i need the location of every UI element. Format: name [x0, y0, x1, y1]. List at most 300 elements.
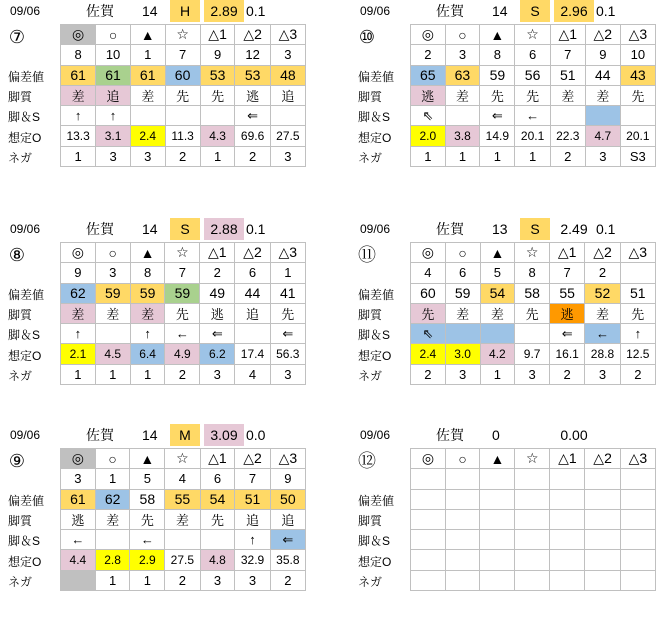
race-header — [356, 0, 656, 22]
sym-cell: ▲ — [130, 25, 165, 45]
dev-cell: 59 — [480, 65, 515, 85]
race-date: 09/06 — [10, 4, 41, 18]
odds-cell: 6.2 — [200, 344, 235, 364]
sym-row — [61, 449, 306, 469]
num-cell: 7 — [165, 263, 200, 283]
runner-count: 14 — [142, 221, 158, 237]
arrow-cell — [411, 530, 446, 550]
style-cell: 差 — [95, 303, 130, 323]
sym-cell: △1 — [200, 25, 235, 45]
race-sub-value: 0.0 — [246, 427, 266, 443]
nega-cell: 1 — [445, 146, 480, 166]
nega-cell — [550, 570, 585, 590]
prediction-table — [410, 242, 656, 385]
arrow-cell — [550, 530, 585, 550]
runner-count: 14 — [492, 3, 508, 19]
num-cell: 4 — [165, 469, 200, 489]
arrow-cell — [480, 530, 515, 550]
race-grade-badge: H — [170, 0, 200, 22]
nega-cell: 1 — [200, 146, 235, 166]
dev-cell: 59 — [445, 283, 480, 303]
nega-cell: 2 — [165, 364, 200, 384]
prediction-table — [410, 24, 656, 167]
row-label: 想定O — [358, 348, 392, 363]
sym-cell: ○ — [445, 25, 480, 45]
dev-cell: 54 — [200, 489, 235, 509]
row-label: 脚＆S — [8, 110, 41, 125]
odds-cell: 4.8 — [200, 550, 235, 570]
dev-cell: 61 — [96, 65, 131, 85]
race-date: 09/06 — [10, 222, 41, 236]
row-label: 偏差値 — [8, 493, 45, 508]
nega-cell: 1 — [95, 570, 130, 590]
nega-cell: 2 — [165, 146, 200, 166]
style-cell: 先 — [130, 509, 165, 529]
odds-cell: 17.4 — [235, 344, 270, 364]
arrow-cell: ⇐ — [550, 324, 585, 344]
sym-cell: △2 — [235, 25, 270, 45]
row-label: 想定O — [8, 348, 42, 363]
prediction-table — [60, 242, 306, 385]
race-block — [356, 218, 656, 418]
odds-row — [411, 344, 656, 364]
nega-cell: 3 — [445, 364, 480, 384]
odds-cell: 12.5 — [620, 344, 655, 364]
nega-row — [61, 364, 306, 384]
nega-row — [411, 146, 656, 166]
odds-cell — [620, 550, 655, 570]
arrow-cell — [515, 324, 550, 344]
style-cell: 差 — [445, 85, 480, 105]
odds-row — [61, 550, 306, 570]
num-cell — [445, 469, 480, 489]
style-cell: 差 — [445, 303, 480, 323]
style-cell: 先 — [480, 85, 515, 105]
style-cell: 先 — [200, 509, 235, 529]
odds-cell: 3.8 — [445, 126, 480, 146]
odds-cell: 22.3 — [550, 126, 585, 146]
race-index-value: 2.88 — [204, 218, 244, 240]
row-label: 脚質 — [8, 307, 33, 322]
race-date: 09/06 — [360, 428, 391, 442]
race-header — [6, 0, 306, 22]
num-cell: 9 — [270, 469, 305, 489]
num-cell: 9 — [585, 45, 620, 65]
odds-cell: 69.6 — [235, 126, 270, 146]
sym-row — [411, 25, 656, 45]
nega-cell: 3 — [130, 146, 165, 166]
race-venue: 佐賀 — [86, 427, 114, 443]
odds-cell — [585, 550, 620, 570]
odds-cell: 2.1 — [61, 344, 96, 364]
arrow-cell: ↑ — [96, 106, 131, 126]
sym-cell: △1 — [200, 243, 235, 263]
arrow-cell: ⇐ — [235, 106, 270, 126]
num-cell: 6 — [235, 263, 270, 283]
odds-cell: 4.9 — [165, 344, 200, 364]
dev-cell — [585, 489, 620, 509]
num-cell — [550, 469, 585, 489]
dev-cell: 41 — [270, 283, 305, 303]
arrow-row — [411, 530, 656, 550]
race-index-value: 2.89 — [204, 0, 244, 22]
race-sub-value: 0.1 — [596, 221, 616, 237]
race-grade-badge: S — [170, 218, 200, 240]
dev-cell: 61 — [61, 65, 96, 85]
nega-cell: 1 — [130, 570, 165, 590]
sym-cell: ☆ — [165, 243, 200, 263]
dev-cell: 54 — [480, 283, 515, 303]
style-cell: 先 — [620, 303, 655, 323]
num-cell: 3 — [270, 45, 305, 65]
sym-cell: ☆ — [165, 449, 200, 469]
arrow-row — [61, 106, 306, 126]
arrow-cell — [95, 530, 130, 550]
dev-cell: 55 — [165, 489, 200, 509]
race-block — [6, 0, 306, 200]
odds-cell: 4.4 — [61, 550, 96, 570]
row-label: 想定O — [358, 130, 392, 145]
row-label: 脚＆S — [8, 534, 41, 549]
arrow-cell — [165, 106, 200, 126]
style-cell: 差 — [550, 85, 585, 105]
runner-count: 14 — [142, 427, 158, 443]
race-header — [356, 218, 656, 240]
runner-count: 13 — [492, 221, 508, 237]
sym-cell: ○ — [96, 25, 131, 45]
race-number: ⑩ — [358, 27, 376, 47]
style-cell: 差 — [585, 303, 620, 323]
nega-cell: 1 — [480, 364, 515, 384]
sym-cell: ◎ — [411, 25, 446, 45]
sym-cell: △3 — [270, 25, 305, 45]
style-cell — [620, 509, 655, 529]
num-cell: 6 — [445, 263, 480, 283]
sym-row — [411, 449, 656, 469]
race-number: ⑫ — [358, 451, 376, 471]
arrow-cell: ↑ — [61, 324, 96, 344]
race-block — [356, 0, 656, 200]
race-date: 09/06 — [10, 428, 41, 442]
odds-cell: 14.9 — [480, 126, 515, 146]
race-number: ⑧ — [8, 245, 26, 265]
num-cell — [585, 469, 620, 489]
nega-cell — [515, 570, 550, 590]
style-row — [411, 85, 656, 105]
num-row — [411, 45, 656, 65]
style-cell: 先 — [620, 85, 655, 105]
dev-cell: 51 — [620, 283, 655, 303]
style-cell: 差 — [165, 509, 200, 529]
nega-cell — [61, 570, 96, 590]
dev-row — [411, 283, 656, 303]
dev-cell: 53 — [235, 65, 270, 85]
odds-cell — [515, 550, 550, 570]
sym-row — [411, 243, 656, 263]
arrow-cell — [130, 106, 165, 126]
arrow-cell — [515, 530, 550, 550]
num-cell: 8 — [480, 45, 515, 65]
dev-cell: 51 — [235, 489, 270, 509]
odds-cell: 27.5 — [270, 126, 305, 146]
style-cell — [445, 509, 480, 529]
race-index-value: 3.09 — [204, 424, 244, 446]
style-cell — [585, 509, 620, 529]
row-label: 脚＆S — [8, 328, 41, 343]
dev-cell: 53 — [200, 65, 235, 85]
race-index-value: 0.00 — [560, 427, 588, 443]
dev-cell — [411, 489, 446, 509]
row-label: 脚質 — [358, 307, 383, 322]
nega-cell: 2 — [165, 570, 200, 590]
row-label: ネガ — [8, 574, 33, 589]
row-label: 偏差値 — [8, 69, 45, 84]
arrow-cell — [95, 324, 130, 344]
dev-cell: 43 — [620, 65, 655, 85]
arrow-cell: ⇐ — [480, 106, 515, 126]
num-cell: 10 — [96, 45, 131, 65]
num-cell — [515, 469, 550, 489]
sym-cell: △2 — [585, 243, 620, 263]
runner-count: 0 — [492, 427, 500, 443]
arrow-cell: ← — [130, 530, 165, 550]
dev-cell: 62 — [61, 283, 96, 303]
num-cell — [620, 263, 655, 283]
nega-cell: 2 — [411, 364, 446, 384]
style-cell: 追 — [235, 303, 270, 323]
arrow-cell: ← — [61, 530, 96, 550]
num-cell: 3 — [95, 263, 130, 283]
style-cell: 追 — [96, 85, 131, 105]
race-sub-value: 0.1 — [596, 3, 616, 19]
race-index-value: 2.96 — [554, 0, 594, 22]
prediction-table — [60, 448, 306, 591]
num-cell: 10 — [620, 45, 655, 65]
sym-cell: ▲ — [130, 243, 165, 263]
num-cell: 6 — [515, 45, 550, 65]
row-label: ネガ — [8, 368, 33, 383]
odds-cell: 56.3 — [270, 344, 305, 364]
sym-cell: ☆ — [515, 243, 550, 263]
odds-cell: 35.8 — [270, 550, 305, 570]
dev-cell: 58 — [515, 283, 550, 303]
nega-cell: 1 — [130, 364, 165, 384]
race-sub-value: 0.1 — [246, 3, 266, 19]
sym-cell: ◎ — [411, 449, 446, 469]
dev-cell: 59 — [130, 283, 165, 303]
nega-cell: 3 — [270, 364, 305, 384]
dev-row — [61, 283, 306, 303]
arrow-cell — [620, 530, 655, 550]
sym-cell: △3 — [270, 243, 305, 263]
row-label: 脚質 — [8, 89, 33, 104]
row-label: 偏差値 — [8, 287, 45, 302]
num-cell: 5 — [480, 263, 515, 283]
style-cell — [550, 509, 585, 529]
sym-cell: ○ — [445, 449, 480, 469]
race-grade-badge: S — [520, 0, 550, 22]
style-cell: 先 — [165, 303, 200, 323]
style-cell: 先 — [411, 303, 446, 323]
nega-cell: 1 — [480, 146, 515, 166]
row-label: 脚質 — [358, 89, 383, 104]
dev-cell: 50 — [270, 489, 305, 509]
style-cell: 差 — [61, 303, 96, 323]
sym-cell: △3 — [620, 449, 655, 469]
race-header — [6, 424, 306, 446]
nega-cell: 3 — [96, 146, 131, 166]
style-cell: 逃 — [61, 509, 96, 529]
prediction-table — [60, 24, 306, 167]
sym-cell: △2 — [235, 243, 270, 263]
nega-cell: 2 — [620, 364, 655, 384]
nega-cell: 3 — [235, 570, 270, 590]
style-cell — [411, 509, 446, 529]
odds-cell: 20.1 — [620, 126, 655, 146]
dev-cell — [445, 489, 480, 509]
sym-cell: ☆ — [165, 25, 200, 45]
nega-cell — [620, 570, 655, 590]
row-label: ネガ — [358, 150, 383, 165]
nega-row — [411, 570, 656, 590]
arrow-cell — [235, 324, 270, 344]
odds-cell: 4.7 — [585, 126, 620, 146]
race-block — [6, 424, 306, 624]
dev-cell: 59 — [95, 283, 130, 303]
arrow-row — [411, 106, 656, 126]
odds-cell: 2.0 — [411, 126, 446, 146]
odds-row — [411, 126, 656, 146]
arrow-cell: ⇐ — [200, 324, 235, 344]
sym-cell: ▲ — [480, 449, 515, 469]
odds-row — [61, 344, 306, 364]
num-cell: 2 — [200, 263, 235, 283]
race-date: 09/06 — [360, 4, 391, 18]
num-row — [61, 45, 306, 65]
arrow-cell — [270, 106, 305, 126]
style-cell — [480, 509, 515, 529]
dev-cell — [550, 489, 585, 509]
num-cell: 7 — [235, 469, 270, 489]
sym-cell: △1 — [550, 25, 585, 45]
sym-row — [61, 25, 306, 45]
arrow-row — [61, 530, 306, 550]
nega-cell: 2 — [550, 146, 585, 166]
row-label: 脚質 — [8, 513, 33, 528]
nega-cell: 2 — [270, 570, 305, 590]
style-cell: 差 — [130, 85, 165, 105]
race-header — [6, 218, 306, 240]
odds-cell: 2.4 — [411, 344, 446, 364]
dev-cell: 59 — [165, 283, 200, 303]
num-cell: 4 — [411, 263, 446, 283]
row-label: 偏差値 — [358, 287, 395, 302]
style-cell: 差 — [130, 303, 165, 323]
style-row — [411, 303, 656, 323]
sym-cell: ☆ — [515, 449, 550, 469]
dev-cell: 56 — [515, 65, 550, 85]
arrow-cell — [200, 530, 235, 550]
nega-cell — [411, 570, 446, 590]
row-label: 想定O — [8, 554, 42, 569]
row-label: ネガ — [358, 368, 383, 383]
sym-cell: △3 — [620, 25, 655, 45]
num-cell: 5 — [130, 469, 165, 489]
sym-cell: △1 — [200, 449, 235, 469]
odds-cell: 2.4 — [130, 126, 165, 146]
odds-cell: 4.5 — [95, 344, 130, 364]
race-grade-badge: S — [520, 218, 550, 240]
style-cell: 逃 — [550, 303, 585, 323]
nega-cell: 3 — [200, 570, 235, 590]
race-block — [356, 424, 656, 624]
race-number: ⑦ — [8, 27, 26, 47]
odds-cell: 3.0 — [445, 344, 480, 364]
row-label: 脚＆S — [358, 534, 391, 549]
num-cell: 2 — [585, 263, 620, 283]
race-block — [6, 218, 306, 418]
sym-cell: ○ — [445, 243, 480, 263]
style-cell: 差 — [585, 85, 620, 105]
arrow-cell: ↑ — [61, 106, 96, 126]
dev-row — [61, 65, 306, 85]
num-cell: 1 — [95, 469, 130, 489]
race-grade-badge — [520, 424, 550, 446]
dev-cell: 60 — [165, 65, 200, 85]
arrow-cell — [445, 324, 480, 344]
style-cell: 追 — [270, 509, 305, 529]
nega-cell: 2 — [550, 364, 585, 384]
race-index-value: 2.49 — [560, 221, 588, 237]
race-grade-badge: M — [170, 424, 200, 446]
arrow-cell: ← — [515, 106, 550, 126]
style-cell: 先 — [515, 85, 550, 105]
odds-cell: 3.1 — [96, 126, 131, 146]
arrow-cell — [585, 106, 620, 126]
dev-row — [411, 65, 656, 85]
odds-cell: 2.8 — [95, 550, 130, 570]
nega-cell: 3 — [585, 364, 620, 384]
row-label: ネガ — [358, 574, 383, 589]
sym-cell: △2 — [585, 25, 620, 45]
arrow-cell: ↑ — [235, 530, 270, 550]
sym-cell: ○ — [95, 243, 130, 263]
odds-cell: 16.1 — [550, 344, 585, 364]
num-cell: 8 — [130, 263, 165, 283]
style-row — [61, 303, 306, 323]
dev-cell — [620, 489, 655, 509]
dev-cell: 48 — [270, 65, 305, 85]
odds-cell: 9.7 — [515, 344, 550, 364]
arrow-cell: ↑ — [130, 324, 165, 344]
arrow-cell — [445, 106, 480, 126]
sym-cell: ▲ — [480, 25, 515, 45]
style-cell: 逃 — [200, 303, 235, 323]
odds-cell: 27.5 — [165, 550, 200, 570]
style-row — [61, 509, 306, 529]
num-cell: 8 — [61, 45, 96, 65]
odds-cell: 2.9 — [130, 550, 165, 570]
row-label: 偏差値 — [358, 69, 395, 84]
dev-cell: 58 — [130, 489, 165, 509]
sym-cell: ◎ — [411, 243, 446, 263]
odds-cell — [411, 550, 446, 570]
nega-cell: 2 — [235, 146, 270, 166]
race-number: ⑨ — [8, 451, 26, 471]
dev-cell: 62 — [95, 489, 130, 509]
style-cell: 逃 — [235, 85, 270, 105]
num-cell: 3 — [61, 469, 96, 489]
